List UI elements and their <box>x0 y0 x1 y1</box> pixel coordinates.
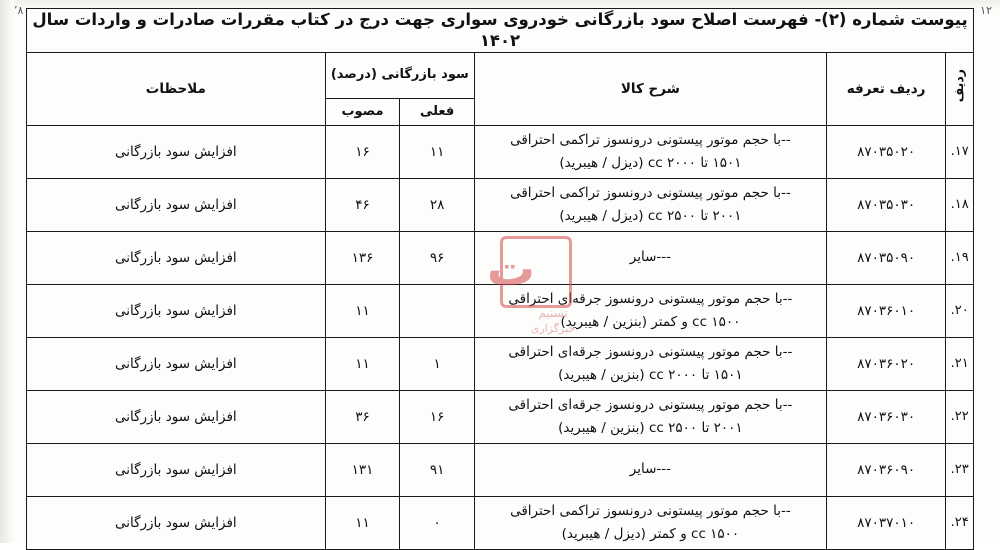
description-line-1: --با حجم موتور پیستونی درونسوز تراکمی احتراقی <box>510 502 791 519</box>
header-duty-current: فعلی <box>400 98 475 125</box>
header-duty-group: سود بازرگانی (درصد) <box>325 52 474 98</box>
corner-mark-left: ٬۸ <box>14 4 24 17</box>
cell-duty-approved: ۱۱ <box>325 284 400 337</box>
cell-duty-current: ۹۱ <box>400 443 475 496</box>
cell-description <box>474 231 826 284</box>
table-row <box>27 125 974 178</box>
cell-duty-current: ۲۸ <box>400 178 475 231</box>
cell-duty-approved: ۱۱ <box>325 496 400 549</box>
cell-duty-current: ۱۱ <box>400 125 475 178</box>
cell-description <box>474 125 826 178</box>
cell-description <box>474 443 826 496</box>
description-line-2: ۱۵۰۰ cc و کمتر (بنزین / هیبرید) <box>560 313 741 330</box>
cell-index: ۱۹. <box>946 231 974 284</box>
cell-description <box>474 284 826 337</box>
cell-tariff: ۸۷۰۳۵۰۳۰ <box>826 178 945 231</box>
cell-notes: افزایش سود بازرگانی <box>27 178 326 231</box>
header-goods-description: شرح کالا <box>474 52 826 125</box>
document-body <box>26 8 974 542</box>
page-title: پیوست شماره (۲)- فهرست اصلاح سود بازرگانی خودروی سواری جهت درج در کتاب مقررات صادرات و واردات سال ۱۴۰۲ <box>27 9 974 53</box>
cell-duty-approved: ۱۱ <box>325 337 400 390</box>
tariff-table <box>26 8 974 550</box>
cell-notes: افزایش سود بازرگانی <box>27 284 326 337</box>
table-row <box>27 496 974 549</box>
cell-index: ۱۷. <box>946 125 974 178</box>
table-row <box>27 178 974 231</box>
table-row <box>27 284 974 337</box>
cell-duty-current <box>400 284 475 337</box>
cell-duty-current: ۱۶ <box>400 390 475 443</box>
cell-index: ۲۲. <box>946 390 974 443</box>
description-line-2: ۱۵۰۱ تا ۲۰۰۰ cc (دیزل / هیبرید) <box>559 154 742 171</box>
scan-edge-left <box>0 0 14 543</box>
cell-description <box>474 178 826 231</box>
table-title-row <box>27 9 974 53</box>
description-line-2: ۲۰۰۱ تا ۲۵۰۰ cc (بنزین / هیبرید) <box>558 419 743 436</box>
cell-notes: افزایش سود بازرگانی <box>27 443 326 496</box>
table-row <box>27 390 974 443</box>
cell-index: ۲۰. <box>946 284 974 337</box>
cell-index: ۲۴. <box>946 496 974 549</box>
cell-description <box>474 390 826 443</box>
cell-notes: افزایش سود بازرگانی <box>27 496 326 549</box>
description-line-1: --با حجم موتور پیستونی درونسوز تراکمی احتراقی <box>510 131 791 148</box>
corner-mark-right: ۱۲ <box>980 4 992 17</box>
table-row <box>27 231 974 284</box>
cell-duty-current: ۰ <box>400 496 475 549</box>
description-line-1: ---سایر <box>629 461 672 478</box>
description-line-1: ---سایر <box>629 249 672 266</box>
cell-tariff: ۸۷۰۳۶۰۹۰ <box>826 443 945 496</box>
watermark-line1: تسنیم <box>538 306 568 320</box>
watermark-letter: ت <box>486 241 536 297</box>
cell-tariff: ۸۷۰۳۵۰۲۰ <box>826 125 945 178</box>
table-row <box>27 443 974 496</box>
description-line-1: --با حجم موتور پیستونی درونسوز جرقه‌ای احتراقی <box>508 290 793 307</box>
description-line-1: --با حجم موتور پیستونی درونسوز جرقه‌ای احتراقی <box>508 343 793 360</box>
cell-duty-approved: ۱۳۶ <box>325 231 400 284</box>
header-row-number: ردیف <box>946 52 974 125</box>
cell-duty-approved: ۳۶ <box>325 390 400 443</box>
cell-notes: افزایش سود بازرگانی <box>27 337 326 390</box>
cell-index: ۲۱. <box>946 337 974 390</box>
cell-duty-approved: ۴۶ <box>325 178 400 231</box>
cell-index: ۱۸. <box>946 178 974 231</box>
cell-notes: افزایش سود بازرگانی <box>27 231 326 284</box>
cell-tariff: ۸۷۰۳۷۰۱۰ <box>826 496 945 549</box>
cell-tariff: ۸۷۰۳۵۰۹۰ <box>826 231 945 284</box>
cell-description <box>474 337 826 390</box>
description-line-1: --با حجم موتور پیستونی درونسوز جرقه‌ای احتراقی <box>508 396 793 413</box>
cell-duty-current: ۱ <box>400 337 475 390</box>
cell-notes: افزایش سود بازرگانی <box>27 390 326 443</box>
cell-index: ۲۳. <box>946 443 974 496</box>
description-line-1: --با حجم موتور پیستونی درونسوز تراکمی احتراقی <box>510 184 791 201</box>
header-tariff-number: ردیف تعرفه <box>826 52 945 125</box>
watermark-line2: خبرگزاری <box>530 322 576 335</box>
description-line-2: ۲۰۰۱ تا ۲۵۰۰ cc (دیزل / هیبرید) <box>559 207 742 224</box>
cell-tariff: ۸۷۰۳۶۰۳۰ <box>826 390 945 443</box>
cell-duty-approved: ۱۶ <box>325 125 400 178</box>
header-duty-approved: مصوب <box>325 98 400 125</box>
table-row <box>27 337 974 390</box>
cell-description <box>474 496 826 549</box>
description-line-2: ۱۵۰۰ cc و کمتر (دیزل / هیبرید) <box>561 525 740 542</box>
header-notes: ملاحظات <box>27 52 326 125</box>
cell-tariff: ۸۷۰۳۶۰۲۰ <box>826 337 945 390</box>
cell-tariff: ۸۷۰۳۶۰۱۰ <box>826 284 945 337</box>
description-line-2: ۱۵۰۱ تا ۲۰۰۰ cc (بنزین / هیبرید) <box>558 366 743 383</box>
cell-duty-current: ۹۶ <box>400 231 475 284</box>
cell-duty-approved: ۱۳۱ <box>325 443 400 496</box>
table-header-row <box>27 52 974 98</box>
cell-notes: افزایش سود بازرگانی <box>27 125 326 178</box>
